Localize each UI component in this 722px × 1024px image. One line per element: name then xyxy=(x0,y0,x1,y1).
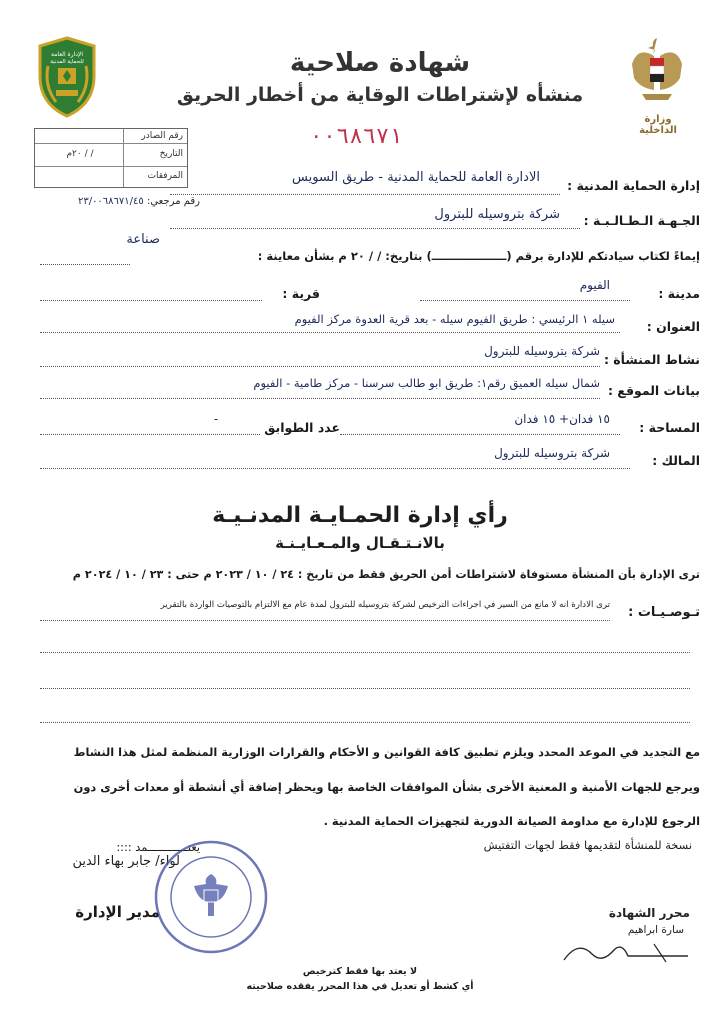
director-name: لواء/ جابر بهاء الدين xyxy=(72,854,180,869)
date-value: / / ٢٠م xyxy=(66,149,94,159)
serial-number: ٠٠٦٨٦٧١ xyxy=(309,124,403,149)
conditions-line-1: مع التجديد في الموعد المحدد ويلزم تطبيق كافة القوانين و الأحكام والقرارات الوزارية المنظمة لمثل هذا النشاط xyxy=(73,745,700,759)
footer-line-1: لا يعتد بها فقط كترخيص xyxy=(302,966,418,977)
issued-no-label: رقم الصادر xyxy=(141,131,183,141)
floors-value: - xyxy=(213,412,219,426)
svg-text:للحماية المدنية: للحماية المدنية xyxy=(50,59,84,65)
certificate-editor-label: محرر الشهادة xyxy=(608,906,690,920)
conditions-line-3: الرجوع للإدارة مع مداومة الصيانة الدورية لتجهيزات الحماية المدنية . xyxy=(323,814,700,828)
conditions-line-2: ويرجع للجهات الأمنية و المعنية الأخرى بشأن الموافقات الخاصة بها ويحظر إضافة أي أنشطة أو معدات أخرى دون xyxy=(73,780,700,794)
village-label: قرية : xyxy=(282,286,320,301)
approved-label: يعتــــــــــــمد :::: xyxy=(116,840,200,854)
owner-value: شركة بتروسيله للبترول xyxy=(494,446,610,460)
activity-value: شركة بتروسيله للبترول xyxy=(484,344,600,358)
reference-label: رقم مرجعي: xyxy=(146,196,200,207)
inspection-value: صناعة xyxy=(126,232,160,247)
reference-line xyxy=(60,196,200,207)
activity-label: نشاط المنشأة : xyxy=(603,352,700,367)
address-value: سيله ١ الرئيسي : طريق الفيوم سيله - بعد قرية العدوة مركز الفيوم xyxy=(294,312,615,326)
requesting-party-value: شركة بتروسيله للبترول xyxy=(434,207,560,222)
eagle-emblem xyxy=(628,34,686,114)
validity-text: ترى الإدارة بأن المنشأة مستوفاة لاشتراطات أمن الحريق فقط من تاريخ : ٢٤ / ١٠ / ٢٠٢٣ م حتى : ٢٣ / ١٠ / ٢٠٢٤ م xyxy=(72,568,700,581)
floors-label: عدد الطوابق xyxy=(264,420,340,435)
official-stamp xyxy=(152,838,270,956)
editor-name: سارة ابراهيم xyxy=(627,924,684,936)
certificate-title: شهادة صلاحية xyxy=(289,48,471,78)
area-value: ١٥ فدان+ ١٥ فدان xyxy=(514,412,610,426)
opinion-subheading: بالانـتـقـال والمـعـايـنـة xyxy=(275,534,445,552)
city-value: الفيوم xyxy=(579,278,610,292)
reference-letter-text: إيماءً لكتاب سيادتكم للإدارة برقم (ـــــــــــــــــــ) بتاريخ: / / ٢٠ م بشأن معاينة : xyxy=(257,249,700,263)
civil-protection-admin-value: الادارة العامة للحماية المدنية - طريق السويس xyxy=(292,170,540,185)
recommendations-label: تـوصـيـات : xyxy=(628,605,700,620)
director-title: مدير الإدارة xyxy=(75,903,160,921)
address-label: العنوان : xyxy=(646,319,700,334)
reference-value: ٢٣/٠٠٦٨٦٧١/٤٥ xyxy=(77,196,144,207)
civil-protection-admin-label: إدارة الحماية المدنية : xyxy=(567,178,700,193)
location-label: بيانات الموقع : xyxy=(607,383,700,398)
city-label: مدينة : xyxy=(658,286,700,301)
attachments-label: المرفقات xyxy=(147,171,183,181)
civil-protection-emblem xyxy=(36,36,98,118)
recommendations-value: ترى الادارة انه لا مانع من السير في اجراءات الترخيص لشركة بتروسيله للبترول لمدة عام مع الالتزام بالتوصيات الواردة بالتقرير xyxy=(160,600,610,610)
location-value: شمال سيله العميق رقم١: طريق ابو طالب سرسنا - مركز طامية - الفيوم xyxy=(253,376,600,390)
reference-box xyxy=(34,128,188,188)
footer-line-2: أي كشط أو تعديل في هذا المحرر يفقده صلاحيته xyxy=(246,981,474,992)
date-label: التاريخ xyxy=(159,149,183,159)
conditions-line-4: نسخة للمنشأة لتقديمها فقط لجهات التفتيش xyxy=(483,838,692,852)
opinion-heading: رأي إدارة الحمـايـة المدنـيـة xyxy=(212,503,508,528)
certificate-subtitle: منشأه لإشتراطات الوقاية من أخطار الحريق xyxy=(176,84,584,106)
requesting-party-label: الجـهـة الـطـالـبـة : xyxy=(583,213,700,228)
owner-label: المالك : xyxy=(652,453,700,468)
svg-text:الإدارة العامة: الإدارة العامة xyxy=(50,51,84,58)
ministry-caption: وزارة الداخلية xyxy=(639,114,677,136)
area-label: المساحة : xyxy=(639,420,700,435)
editor-signature xyxy=(558,930,698,970)
